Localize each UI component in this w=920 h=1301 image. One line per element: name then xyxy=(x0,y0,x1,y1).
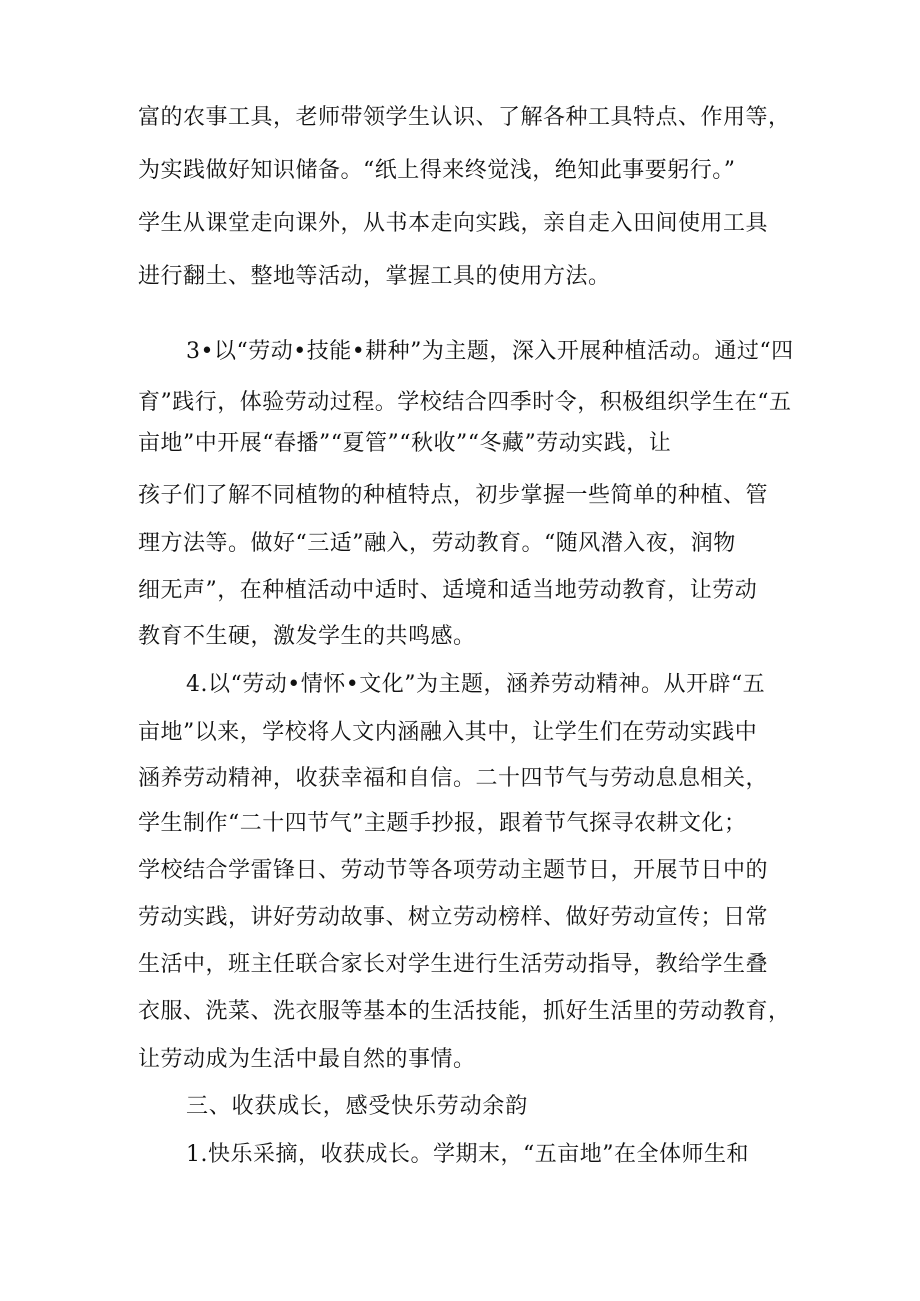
section-heading: 三、收获成长，感受快乐劳动余韵 xyxy=(186,1094,529,1119)
text-line-10: 细无声”，在种植活动中适时、适境和适当地劳动教育，让劳动 xyxy=(138,578,758,603)
text-line-19: 衣服、洗菜、洗衣服等基本的生活技能，抓好生活里的劳动教育， xyxy=(138,999,791,1024)
text-line-20: 让劳动成为生活中最自然的事情。 xyxy=(138,1047,476,1072)
text-line-6: 育”践行，体验劳动过程。学校结合四季时令，积极组织学生在“五 xyxy=(138,390,792,415)
text-line-18: 生活中，班主任联合家长对学生进行生活劳动指导，教给学生叠 xyxy=(138,952,769,977)
paragraph-section-3-start: 1.快乐采摘，收获成长。学期末，“五亩地”在全体师生和 xyxy=(186,1142,749,1167)
text-line-14: 涵养劳动精神，收获幸福和自信。二十四节气与劳动息息相关， xyxy=(138,766,769,791)
paragraph-3-start: 3•以“劳动•技能•耕种”为主题，深入开展种植活动。通过“四 xyxy=(186,339,794,364)
text-line-9: 理方法等。做好“三适”融入，劳动教育。“随风潜入夜，润物 xyxy=(138,531,736,556)
text-line-8: 孩子们了解不同植物的种植特点，初步掌握一些简单的种植、管 xyxy=(138,483,769,508)
text-line-7: 亩地”中开展“春播”“夏管”“秋收”“冬藏”劳动实践，让 xyxy=(138,431,672,456)
text-line-3: 学生从课堂走向课外，从书本走向实践，亲自走入田间使用工具 xyxy=(138,211,769,236)
text-line-1: 富的农事工具，老师带领学生认识、了解各种工具特点、作用等， xyxy=(138,105,791,130)
paragraph-4-start: 4.以“劳动•情怀•文化”为主题，涵养劳动精神。从开辟“五 xyxy=(186,672,766,697)
text-line-17: 劳动实践，讲好劳动故事、树立劳动榜样、做好劳动宣传；日常 xyxy=(138,905,769,930)
text-line-13: 亩地”以来，学校将人文内涵融入其中，让学生们在劳动实践中 xyxy=(138,720,758,745)
text-line-2: 为实践做好知识储备。“纸上得来终觉浅，绝知此事要躬行。” xyxy=(138,158,736,183)
text-line-16: 学校结合学雷锋日、劳动节等各项劳动主题节日，开展节日中的 xyxy=(138,858,769,883)
text-line-11: 教育不生硬，激发学生的共鸣感。 xyxy=(138,624,476,649)
text-line-4: 进行翻土、整地等活动，掌握工具的使用方法。 xyxy=(138,264,611,289)
text-line-15: 学生制作“二十四节气”主题手抄报，跟着节气探寻农耕文化； xyxy=(138,811,747,836)
